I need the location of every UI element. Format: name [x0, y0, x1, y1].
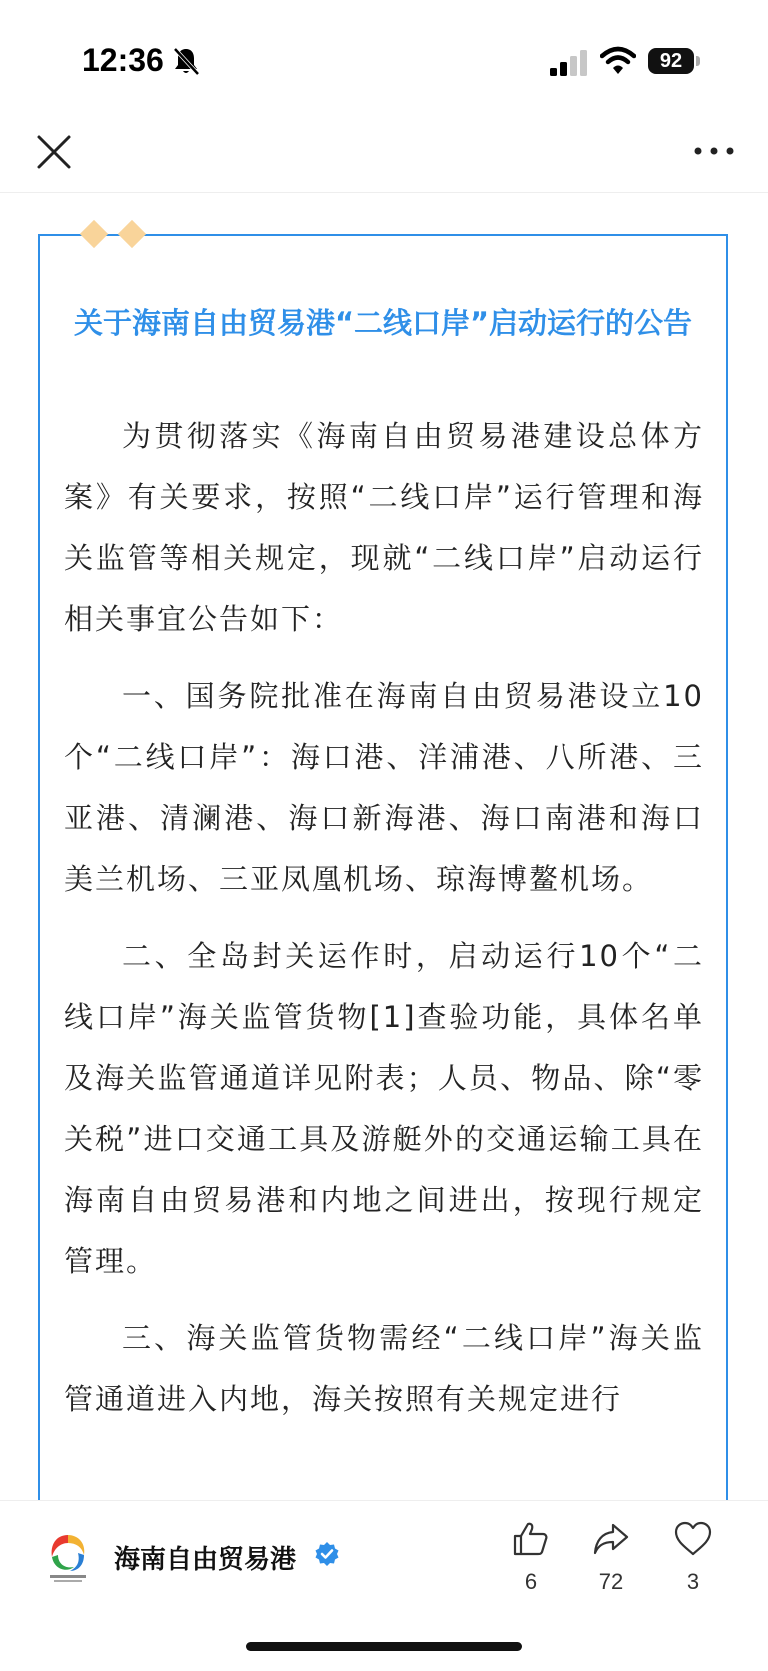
like-count: 6 [524, 1569, 538, 1594]
share-arrow-icon [591, 1519, 631, 1559]
battery-tip [696, 56, 700, 66]
article-paragraph: 为贯彻落实《海南自由贸易港建设总体方案》有关要求，按照“二线口岸”运行管理和海关监管等相关规定，现就“二线口岸”启动运行相关事宜公告如下： [64, 419, 704, 636]
decorative-diamond-icon [118, 220, 146, 248]
favorite-count: 3 [686, 1569, 700, 1594]
cellular-signal-icon [550, 50, 590, 76]
like-button[interactable] [496, 1519, 566, 1599]
share-button[interactable] [576, 1519, 646, 1599]
article-title: 关于海南自由贸易港“二线口岸”启动运行的公告 [73, 306, 693, 340]
account-logo-icon[interactable] [44, 1529, 92, 1585]
article-paragraph: 三、海关监管货物需经“二线口岸”海关监管通道进入内地，海关按照有关规定进行 [64, 1321, 704, 1416]
article-body [64, 406, 704, 1446]
verified-badge-icon [314, 1541, 340, 1567]
close-icon[interactable] [34, 132, 74, 172]
heart-icon [673, 1519, 713, 1559]
favorite-button[interactable] [658, 1519, 728, 1599]
article-frame [38, 234, 728, 1534]
battery-indicator: 92 [648, 48, 694, 74]
article-paragraph: 一、国务院批准在海南自由贸易港设立10个“二线口岸”：海口港、洋浦港、八所港、三亚港、清澜港、海口新海港、海口南港和海口美兰机场、三亚凤凰机场、琼海博鳌机场。 [64, 679, 704, 896]
top-nav-bar [0, 120, 768, 193]
account-name[interactable]: 海南自由贸易港 [114, 1545, 297, 1575]
status-bar [0, 0, 768, 120]
more-options-icon[interactable] [692, 136, 736, 166]
status-time: 12:36 [82, 42, 164, 78]
share-count: 72 [598, 1569, 624, 1594]
bell-off-icon [172, 46, 200, 76]
wifi-icon [600, 46, 636, 76]
article-paragraph: 二、全岛封关运作时，启动运行10个“二线口岸”海关监管货物[1]查验功能，具体名单及海关监管通道详见附表；人员、物品、除“零关税”进口交通工具及游艇外的交通运输工具在海南自由贸易港和内地之间进出，按现行规定管理。 [64, 939, 704, 1278]
home-indicator[interactable] [246, 1642, 522, 1651]
decorative-diamond-icon [80, 220, 108, 248]
thumbs-up-icon [511, 1519, 551, 1559]
